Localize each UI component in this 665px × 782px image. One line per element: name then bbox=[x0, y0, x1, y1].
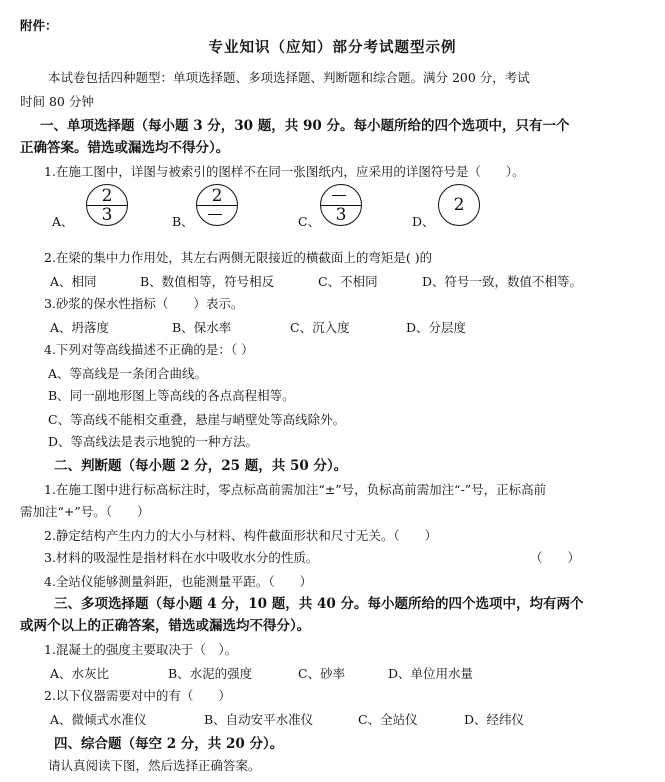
s1-q3-option-d: D、分层度 bbox=[406, 320, 467, 335]
s3-q2-stem: 2.以下仪器需要对中的有（ ） bbox=[44, 688, 231, 703]
detail-symbol-c-icon bbox=[320, 184, 362, 226]
s3-q2-option-d: D、经纬仪 bbox=[464, 712, 525, 727]
section1-heading-cont: 正确答案。错选或漏选均不得分）。 bbox=[20, 140, 230, 156]
attachment-label: 附件： bbox=[20, 18, 58, 33]
s1-q3-option-a: A、坍落度 bbox=[50, 320, 110, 335]
s2-q1-line-2: 需加注“+”号。（ ） bbox=[20, 504, 150, 519]
s1-q3-stem: 3.砂浆的保水性指标（ ）表示。 bbox=[44, 296, 244, 311]
detail-symbol-b-top: 2 bbox=[211, 186, 223, 206]
section3-heading: 三、多项选择题（每小题 4 分，10 题，共 40 分。每小题所给的四个选项中，均有两个 bbox=[54, 596, 584, 612]
detail-symbol-a-bottom: 3 bbox=[101, 205, 113, 225]
intro-line-2: 时间 80 分钟 bbox=[20, 94, 94, 109]
s1-q4-stem: 4.下列对等高线描述不正确的是：（ ） bbox=[44, 342, 254, 357]
s3-q1-option-c: C、砂率 bbox=[298, 666, 346, 681]
s1-q1-option-a-label: A、 bbox=[52, 214, 74, 229]
detail-symbol-d-value: 2 bbox=[453, 195, 465, 215]
s2-q1-line-1: 1.在施工图中进行标高标注时，零点标高前需加注“±”号，负标高前需加注“-”号，正标高前 bbox=[44, 482, 547, 497]
s2-q4: 4.全站仪能够测量斜距，也能测量平距。（ ） bbox=[44, 574, 313, 589]
section2-heading: 二、判断题（每小题 2 分，25 题，共 50 分）。 bbox=[54, 458, 348, 474]
detail-symbol-c-bottom: 3 bbox=[335, 205, 347, 225]
s1-q3-option-c: C、沉入度 bbox=[290, 320, 350, 335]
s3-q1-stem: 1.混凝土的强度主要取决于（ ）。 bbox=[44, 642, 238, 657]
detail-symbol-b-icon bbox=[196, 184, 238, 226]
s3-q2-option-b: B、自动安平水准仪 bbox=[204, 712, 314, 727]
s1-q4-option-b: B、同一副地形图上等高线的各点高程相等。 bbox=[48, 388, 295, 403]
s2-q3: 3.材料的吸湿性是指材料在水中吸收水分的性质。 bbox=[44, 550, 319, 565]
section1-heading: 一、单项选择题（每小题 3 分，30 题，共 90 分。每小题所给的四个选项中，只有一个 bbox=[40, 118, 570, 134]
s1-q4-option-c: C、等高线不能相交重叠，悬崖与峭壁处等高线除外。 bbox=[48, 412, 346, 427]
s1-q1-stem: 1.在施工图中，详图与被索引的图样不在同一张图纸内，应采用的详图符号是（ ）。 bbox=[44, 164, 525, 179]
detail-symbol-c-dash bbox=[332, 195, 346, 196]
s1-q4-option-a: A、等高线是一条闭合曲线。 bbox=[48, 366, 208, 381]
s2-q2: 2.静定结构产生内力的大小与材料、构件截面形状和尺寸无关。（ ） bbox=[44, 528, 438, 543]
s3-q1-option-b: B、水泥的强度 bbox=[168, 666, 253, 681]
s1-q1-option-b-label: B、 bbox=[172, 214, 194, 229]
s3-q2-option-a: A、微倾式水准仪 bbox=[50, 712, 147, 727]
detail-symbol-b-divider bbox=[197, 205, 237, 206]
detail-symbol-a-top: 2 bbox=[101, 186, 113, 206]
s3-q1-option-d: D、单位用水量 bbox=[388, 666, 474, 681]
detail-symbol-d-icon bbox=[438, 184, 480, 226]
detail-symbol-a-icon bbox=[86, 184, 128, 226]
s1-q2-option-b: B、数值相等，符号相反 bbox=[140, 274, 275, 289]
page-title: 专业知识（应知）部分考试题型示例 bbox=[208, 39, 457, 56]
s3-q1-option-a: A、水灰比 bbox=[50, 666, 110, 681]
s1-q2-option-a: A、相同 bbox=[50, 274, 97, 289]
detail-symbol-b-dash bbox=[208, 214, 222, 215]
section3-heading-cont: 或两个以上的正确答案，错选或漏选均不得分）。 bbox=[20, 618, 311, 634]
s1-q4-option-d: D、等高线法是表示地貌的一种方法。 bbox=[48, 434, 259, 449]
s3-q2-option-c: C、全站仪 bbox=[358, 712, 418, 727]
s1-q2-option-c: C、不相同 bbox=[318, 274, 378, 289]
s1-q2-stem: 2.在梁的集中力作用处，其左右两侧无限接近的横截面上的弯矩是( )的 bbox=[44, 250, 433, 265]
section4-heading: 四、综合题（每空 2 分，共 20 分）。 bbox=[54, 736, 284, 752]
intro-line-1: 本试卷包括四种题型：单项选择题、多项选择题、判断题和综合题。满分 200 分，考试 bbox=[48, 70, 530, 85]
s1-q3-option-b: B、保水率 bbox=[172, 320, 232, 335]
s1-q1-option-d-label: D、 bbox=[412, 214, 435, 229]
s1-q2-option-d: D、符号一致，数值不相等。 bbox=[422, 274, 583, 289]
s4-instruction: 请认真阅读下图，然后选择正确答案。 bbox=[48, 758, 261, 773]
s1-q1-option-c-label: C、 bbox=[298, 214, 321, 229]
s2-q3-answer-paren: （ ） bbox=[530, 550, 581, 565]
